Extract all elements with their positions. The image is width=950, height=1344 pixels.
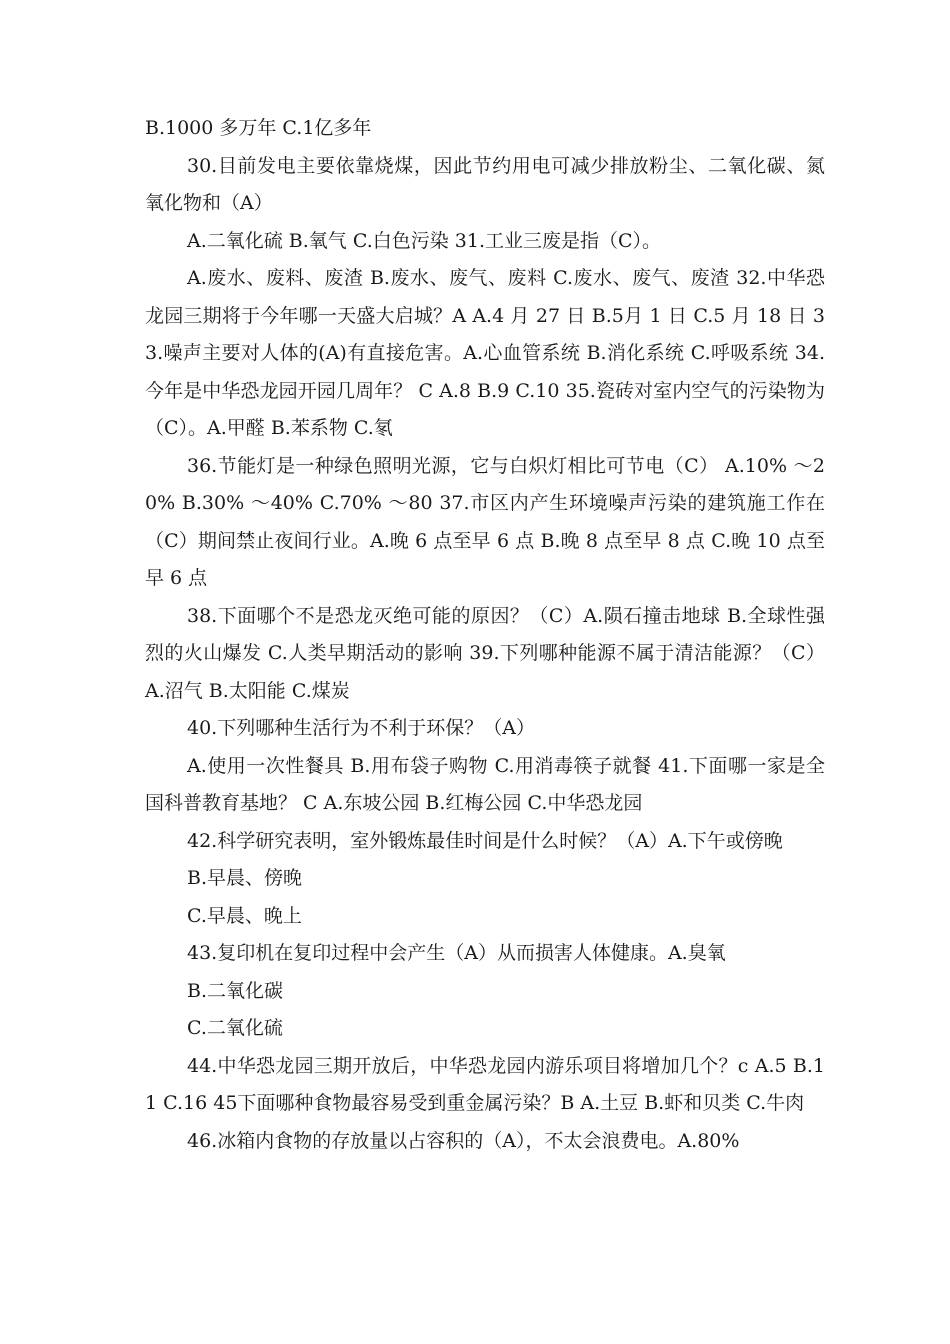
paragraph-8: 42.科学研究表明，室外锻炼最佳时间是什么时候？（A）A.下午或傍晚 [187, 829, 783, 852]
paragraph-6: 40.下列哪种生活行为不利于环保？（A） [187, 717, 535, 739]
paragraph-12: B.二氧化碳 [187, 979, 284, 1002]
paragraph-11: 43.复印机在复印过程中会产生（A）从而损害人体健康。A.臭氧 [187, 942, 726, 964]
paragraph-14: 44.中华恐龙园三期开放后，中华恐龙园内游乐项目将增加几个？c A.5 B.11 C.16 45下面哪种食物最容易受到重金属污染？B A.土豆 B.虾和贝类 C.牛肉 [145, 1054, 825, 1114]
paragraph-10: C.早晨、晚上 [187, 904, 302, 927]
paragraph-15: 46.冰箱内食物的存放量以占容积的（A），不太会浪费电。A.80% [187, 1129, 740, 1152]
paragraph-13: C.二氧化硫 [187, 1017, 283, 1039]
paragraph-7: A.使用一次性餐具 B.用布袋子购物 C.用消毒筷子就餐 41.下面哪一家是全国科普教育基地？ C A.东坡公园 B.红梅公园 C.中华恐龙园 [145, 754, 825, 814]
paragraph-1: 30.目前发电主要依靠烧煤，因此节约用电可减少排放粉尘、二氧化碳、氮氧化物和（A） [145, 154, 825, 214]
paragraph-4: 36.节能灯是一种绿色照明光源，它与白炽灯相比可节电（C） A.10% ～20% B.30% ～40% C.70% ～80 37.市区内产生环境噪声污染的建筑施工作在（C）期间禁止夜间行业。A.晚 6 点至早 6 点 B.晚 8 点至早 8 点 C.晚 10 点至早 6 点 [145, 454, 825, 589]
paragraph-3: A.废水、废料、废渣 B.废水、废气、废料 C.废水、废气、废渣 32.中华恐龙园三期将于今年哪一天盛大启城？A A.4 月 27 日 B.5月 1 日 C.5 月 18 日 33.噪声主要对人体的(A)有直接危害。A.心血管系统 B.消化系统 C.呼吸系统 34.今年是中华恐龙园开园几周年？ C A.8 B.9 C.10 35.瓷砖对室内空气的污染物为（C）。A.甲醛 B.苯系物 C.氡 [145, 267, 825, 439]
paragraph-2: A.二氧化硫 B.氧气 C.白色污染 31.工业三废是指（C）。 [187, 229, 662, 252]
paragraph-9: B.早晨、傍晚 [187, 867, 303, 889]
document-body [145, 110, 825, 1160]
paragraph-5: 38.下面哪个不是恐龙灭绝可能的原因？（C）A.陨石撞击地球 B.全球性强烈的火山爆发 C.人类早期活动的影响 39.下列哪种能源不属于清洁能源？（C）A.沼气 B.太阳能 C.煤炭 [145, 604, 825, 702]
paragraph-0: B.1000 多万年 C.1亿多年 [145, 117, 372, 139]
